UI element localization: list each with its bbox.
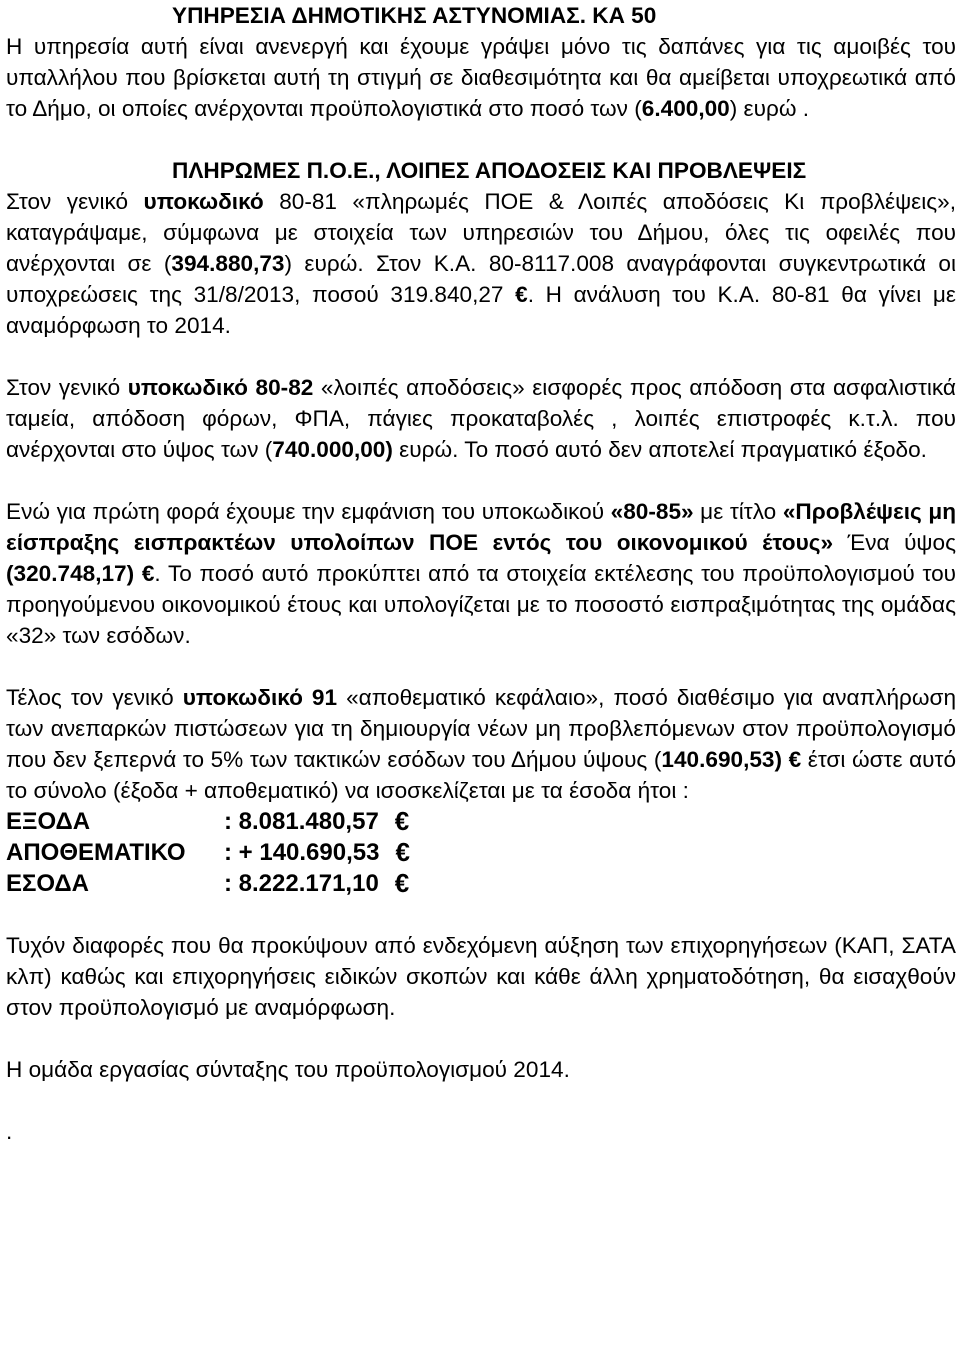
trailing-dot: . [6, 1119, 13, 1144]
euro-symbol: € [394, 868, 410, 898]
subcode-title: «Προβλέψεις μη είσπραξης εισπρακτέων υπολοίπων ΠΟΕ εντός του οικονομικού έτους» [6, 499, 957, 555]
text: έτσι ώστε αυτό το σύνολο (έξοδα + αποθεματικό) να ισοσκελίζεται με τα έσοδα ήτοι : [6, 747, 957, 803]
amount: 6.400,00 [641, 96, 730, 121]
spacer [6, 465, 956, 496]
totals-value: : + 140.690,53 [224, 839, 380, 866]
text: Ενώ για πρώτη φορά έχουμε την εμφάνιση του υποκωδικού [6, 499, 611, 524]
euro-symbol: € [394, 806, 410, 836]
spacer [6, 1023, 956, 1054]
paragraph-possible-differences: Τυχόν διαφορές που θα προκύψουν από ενδεχόμενη αύξηση των επιχορηγήσεων (ΚΑΠ, ΣΑΤΑ κλπ) καθώς και επιχορηγήσεις ειδικών σκοπών και κάθε άλλη χρηματοδότηση, θα εισαχθούν στον προϋπολογισμό με αναμόρφωση. [6, 933, 956, 1020]
spacer [6, 651, 956, 682]
paragraph-subcode-80-81 [6, 186, 956, 341]
amount: 394.880,73 [171, 251, 285, 276]
euro-symbol: € [141, 561, 155, 586]
paragraph-subcode-80-82 [6, 372, 956, 465]
totals-summary [6, 806, 956, 899]
amount: (320.748,17) [6, 561, 135, 586]
text: ευρώ. Το ποσό αυτό δεν αποτελεί πραγματικό έξοδο. [392, 437, 927, 462]
text: Στον γενικό [6, 375, 128, 400]
totals-label: ΑΠΟΘΕΜΑΤΙΚΟ [6, 839, 186, 866]
totals-label: ΕΣΟΔΑ [6, 870, 90, 897]
totals-value: : 8.222.171,10 [224, 870, 379, 897]
paragraph-subcode-80-85 [6, 496, 956, 651]
text: με τίτλο [693, 499, 783, 524]
text: Στον γενικό [6, 189, 144, 214]
section-title-poe-payments: ΠΛΗΡΩΜΕΣ Π.Ο.Ε., ΛΟΙΠΕΣ ΑΠΟΔΟΣΕΙΣ ΚΑΙ ΠΡΟΒΛΕΨΕΙΣ [172, 158, 807, 183]
euro-symbol: € [515, 282, 528, 307]
text: ) ευρώ . [729, 96, 810, 121]
text: Τέλος τον γενικό [6, 685, 183, 710]
text: ) ευρώ. Στον Κ.Α. 80-8117.008 αναγράφονται συγκεντρωτικά οι υποχρεώσεις της 31/8/2013, ποσού 319.840,27 [6, 251, 956, 307]
text: 80-81 «πληρωμές ΠΟΕ & Λοιπές αποδόσεις Κι προβλέψεις», καταγράψαμε, σύμφωνα με στοιχεία των υπηρεσιών του Δήμου, όλες τις οφειλές που ανέρχονται σε ( [6, 189, 957, 276]
totals-label: ΕΞΟΔΑ [6, 808, 91, 835]
paragraph-working-group: Η ομάδα εργασίας σύνταξης του προϋπολογισμού 2014. [6, 1057, 570, 1082]
totals-value: : 8.081.480,57 [224, 808, 379, 835]
spacer [6, 341, 956, 372]
euro-symbol: € [788, 747, 802, 772]
subcode-label: υποκωδικό 80-82 [127, 375, 314, 400]
subcode-label: υποκωδικό 91 [182, 685, 338, 710]
amount: 740.000,00) [272, 437, 393, 462]
text: Η υπηρεσία αυτή είναι ανενεργή και έχουμε γράψει μόνο τις δαπάνες για τις αμοιβές του υπαλλήλου που βρίσκεται αυτή τη στιγμή σε διαθεσιμότητα και θα αμείβεται υποχρεωτικά από το Δήμο, οι οποίες ανέρχονται προϋπολογιστικά στο ποσό των ( [6, 34, 956, 121]
paragraph-municipal-police [6, 31, 956, 124]
spacer [6, 1085, 956, 1116]
paragraph-subcode-91 [6, 682, 956, 806]
amount: 140.690,53) [661, 747, 783, 772]
subcode-label: υποκωδικό [143, 189, 264, 214]
text: «λοιπές αποδόσεις» εισφορές προς απόδοση στα ασφαλιστικά ταμεία, απόδοση φόρων, ΦΠΑ, πάγιες προκαταβολές , λοιπές επιστροφές κ.τ.λ. που ανέρχονται στο ύψος των ( [6, 375, 956, 462]
text: . Η ανάλυση του Κ.Α. 80-81 θα γίνει με αναμόρφωση το 2014. [6, 282, 956, 338]
text: . Το ποσό αυτό προκύπτει από τα στοιχεία εκτέλεσης του προϋπολογισμού του προηγούμενου οικονομικού έτους και υπολογίζεται με το ποσοστό εισπραξιμότητας της ομάδας «32» των εσόδων. [6, 561, 957, 648]
text: «αποθεματικό κεφάλαιο», ποσό διαθέσιμο για αναπλήρωση των ανεπαρκών πιστώσεων για τη δημιουργία νέων μη προβλεπόμενων στον προϋπολογισμό που δεν ξεπερνά το 5% των τακτικών εσόδων του Δήμου ύψους ( [6, 685, 957, 772]
totals-row-expenses [6, 806, 956, 837]
totals-row-reserve [6, 837, 956, 868]
euro-symbol: € [395, 837, 410, 867]
subcode-code: «80-85» [610, 499, 694, 524]
section-title-municipal-police: ΥΠΗΡΕΣΙΑ ΔΗΜΟΤΙΚΗΣ ΑΣΤΥΝΟΜΙΑΣ. ΚΑ 50 [172, 3, 657, 28]
text: Ένα ύψος [833, 530, 956, 555]
document-page [6, 0, 956, 1147]
spacer [6, 899, 956, 930]
spacer [6, 124, 956, 155]
totals-row-revenue [6, 868, 956, 899]
